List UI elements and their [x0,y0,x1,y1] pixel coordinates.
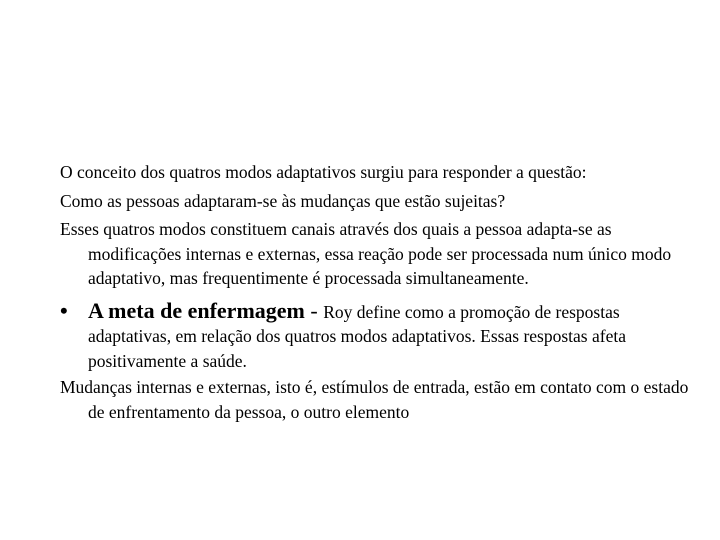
paragraph-question-intro: O conceito dos quatros modos adaptativos surgiu para responder a questão: [60,162,587,182]
bullet-icon: • [60,297,68,323]
paragraph-modes: Esses quatros modos constituem canais através dos quais a pessoa adapta-se as modificações internas e externas, essa reação pode ser processada num único modo adaptativo, mas frequentimente é processada simultaneamente. [60,219,672,288]
paragraph-question: Como as pessoas adaptaram-se às mudanças que estão sujeitas? [60,190,506,211]
bullet-item-nursing-goal [60,299,700,374]
bullet-separator: - [304,297,324,323]
bullet-text: Roy define como a promoção de respostas adaptativas, em relação dos quatros modos adaptativos. Essas respostas afeta positivamente a saúde. [88,301,626,371]
bullet-heading: A meta de enfermagem [88,297,305,323]
paragraph-stimuli: Mudanças internas e externas, isto é, estímulos de entrada, estão em contato com o estado de enfrentamento da pessoa, o outro elemento [60,377,689,422]
slide-body [60,160,700,428]
